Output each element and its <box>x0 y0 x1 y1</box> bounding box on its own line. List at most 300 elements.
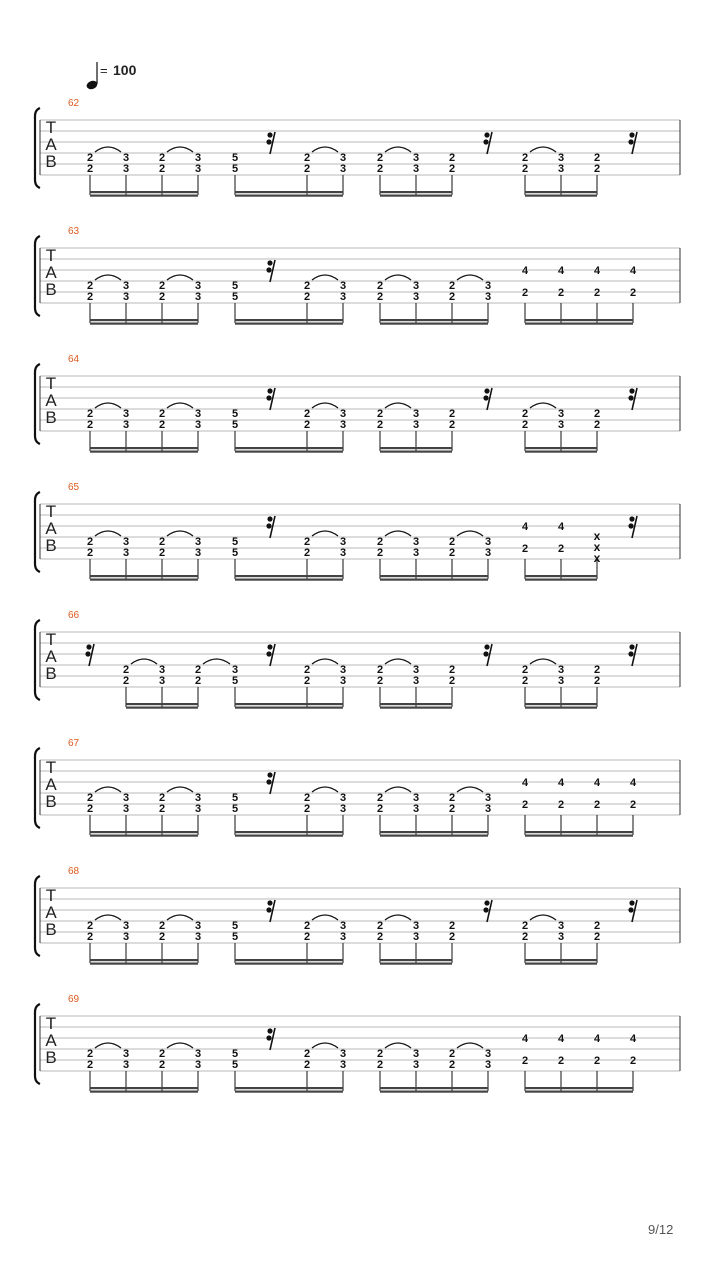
fret-number: 4 <box>629 1033 637 1045</box>
slur-arc <box>312 147 338 152</box>
fret-number: 2 <box>376 280 384 292</box>
fret-number: 3 <box>557 931 565 943</box>
fret-number: 2 <box>376 1048 384 1060</box>
sixteenth-rest-icon <box>266 772 275 794</box>
fret-number: 4 <box>521 1033 529 1045</box>
slur-arc <box>312 659 338 664</box>
sixteenth-rest-icon <box>628 132 637 154</box>
fret-number: 3 <box>194 1048 202 1060</box>
fret-number: 3 <box>194 920 202 932</box>
fret-number: 3 <box>339 792 347 804</box>
sixteenth-rest-icon <box>85 644 94 666</box>
slur-arc <box>312 787 338 792</box>
slur-arc <box>530 915 556 920</box>
system-bracket <box>35 364 40 444</box>
fret-number: 3 <box>557 920 565 932</box>
beam <box>235 959 343 961</box>
fret-number: 5 <box>231 408 239 420</box>
fret-number: 2 <box>303 536 311 548</box>
staff-system <box>35 98 680 197</box>
fret-number: 2 <box>86 291 94 303</box>
fret-number: 3 <box>339 163 347 175</box>
fret-number: 4 <box>557 265 565 277</box>
fret-number: 2 <box>557 1055 565 1067</box>
beam <box>90 963 198 965</box>
fret-number: 2 <box>376 419 384 431</box>
beam <box>90 835 198 837</box>
slur-arc <box>95 531 121 536</box>
sixteenth-rest-icon <box>483 644 492 666</box>
fret-number: 3 <box>339 920 347 932</box>
tab-clef-letter: B <box>45 280 57 299</box>
slur-arc <box>457 1043 483 1048</box>
fret-number: 2 <box>86 163 94 175</box>
slur-arc <box>385 403 411 408</box>
tab-clef-letter: A <box>45 519 57 538</box>
fret-number: 4 <box>521 777 529 789</box>
staff-system <box>35 610 680 709</box>
tab-clef-letter: B <box>45 536 57 555</box>
fret-number: 2 <box>629 1055 637 1067</box>
fret-number: 2 <box>448 1059 456 1071</box>
fret-number: 2 <box>521 1055 529 1067</box>
fret-number: 3 <box>412 664 420 676</box>
tab-clef-letter: B <box>45 920 57 939</box>
fret-number: 5 <box>231 931 239 943</box>
tempo-value: 100 <box>113 62 137 78</box>
beam <box>380 831 488 833</box>
tab-clef-letter: A <box>45 775 57 794</box>
fret-number: 2 <box>448 408 456 420</box>
beam <box>235 1087 343 1089</box>
fret-number: 3 <box>484 536 492 548</box>
fret-number: 3 <box>194 152 202 164</box>
fret-number: 3 <box>122 1048 130 1060</box>
fret-number: 3 <box>412 547 420 559</box>
fret-number: 2 <box>448 803 456 815</box>
fret-number: 2 <box>521 664 529 676</box>
beam <box>380 835 488 837</box>
fret-number: 2 <box>303 1048 311 1060</box>
fret-number: 2 <box>448 280 456 292</box>
beam <box>525 1091 633 1093</box>
fret-number: 2 <box>86 408 94 420</box>
measure-number: 65 <box>68 482 80 493</box>
beam <box>90 447 198 449</box>
fret-number: 3 <box>122 291 130 303</box>
sixteenth-rest-icon <box>628 388 637 410</box>
fret-number: 3 <box>339 931 347 943</box>
beam <box>235 451 343 453</box>
fret-number: 2 <box>593 664 601 676</box>
beam <box>235 323 343 325</box>
beam <box>525 959 597 961</box>
dead-note: x <box>593 529 601 543</box>
fret-number: 5 <box>231 547 239 559</box>
tab-clef-letter: B <box>45 408 57 427</box>
fret-number: 3 <box>194 408 202 420</box>
fret-number: 2 <box>448 536 456 548</box>
slur-arc <box>385 531 411 536</box>
fret-number: 2 <box>86 547 94 559</box>
beam <box>380 707 452 709</box>
fret-number: 3 <box>412 931 420 943</box>
sixteenth-rest-icon <box>266 260 275 282</box>
fret-number: 3 <box>158 664 166 676</box>
fret-number: 2 <box>521 408 529 420</box>
fret-number: 3 <box>412 280 420 292</box>
fret-number: 2 <box>303 280 311 292</box>
slur-arc <box>312 1043 338 1048</box>
fret-number: 5 <box>231 792 239 804</box>
beam <box>525 835 633 837</box>
fret-number: 3 <box>339 419 347 431</box>
tab-clef-letter: T <box>45 630 57 649</box>
beam <box>90 323 198 325</box>
fret-number: 2 <box>593 1055 601 1067</box>
fret-number: 3 <box>412 419 420 431</box>
beam <box>380 1091 488 1093</box>
measure-number: 62 <box>68 98 80 109</box>
fret-number: 2 <box>86 931 94 943</box>
beam <box>90 579 198 581</box>
slur-arc <box>203 659 230 664</box>
fret-number: 3 <box>194 547 202 559</box>
beam <box>380 959 452 961</box>
fret-number: 2 <box>593 675 601 687</box>
fret-number: 2 <box>521 931 529 943</box>
slur-arc <box>95 147 121 152</box>
fret-number: 3 <box>231 664 239 676</box>
measure-number: 63 <box>68 226 80 237</box>
fret-number: 3 <box>339 675 347 687</box>
fret-number: 2 <box>557 799 565 811</box>
tab-clef-letter: B <box>45 1048 57 1067</box>
fret-number: 4 <box>593 1033 601 1045</box>
fret-number: 4 <box>629 777 637 789</box>
fret-number: 2 <box>448 291 456 303</box>
tab-clef-letter: A <box>45 391 57 410</box>
fret-number: 5 <box>231 803 239 815</box>
beam <box>380 703 452 705</box>
sixteenth-rest-icon <box>266 388 275 410</box>
system-bracket <box>35 108 40 188</box>
slur-arc <box>385 1043 411 1048</box>
fret-number: 2 <box>376 1059 384 1071</box>
fret-number: 3 <box>339 291 347 303</box>
fret-number: 4 <box>557 521 565 533</box>
fret-number: 2 <box>86 280 94 292</box>
fret-number: 2 <box>158 152 166 164</box>
fret-number: 2 <box>194 664 202 676</box>
fret-number: 2 <box>448 419 456 431</box>
fret-number: 2 <box>158 280 166 292</box>
slur-arc <box>95 403 121 408</box>
fret-number: 2 <box>376 291 384 303</box>
fret-number: 2 <box>521 543 529 555</box>
fret-number: 3 <box>122 408 130 420</box>
tempo-marking <box>85 62 136 91</box>
beam <box>525 831 633 833</box>
measure-number: 69 <box>68 994 80 1005</box>
fret-number: 3 <box>484 1059 492 1071</box>
fret-number: 2 <box>303 419 311 431</box>
tab-clef-letter: T <box>45 1014 57 1033</box>
measure-number: 67 <box>68 738 80 749</box>
fret-number: 2 <box>86 1048 94 1060</box>
staff-system <box>35 738 680 837</box>
fret-number: 3 <box>412 1048 420 1060</box>
slur-arc <box>457 787 483 792</box>
fret-number: 2 <box>521 419 529 431</box>
fret-number: 5 <box>231 536 239 548</box>
fret-number: 3 <box>122 152 130 164</box>
fret-number: 2 <box>158 1048 166 1060</box>
slur-arc <box>385 787 411 792</box>
fret-number: 2 <box>557 543 565 555</box>
fret-number: 3 <box>484 803 492 815</box>
fret-number: 2 <box>86 920 94 932</box>
fret-number: 2 <box>158 291 166 303</box>
staff-system <box>35 994 680 1093</box>
fret-number: 3 <box>484 547 492 559</box>
fret-number: 2 <box>303 152 311 164</box>
fret-number: 3 <box>122 280 130 292</box>
beam <box>235 195 343 197</box>
fret-number: 2 <box>376 675 384 687</box>
fret-number: 3 <box>484 291 492 303</box>
fret-number: 2 <box>448 792 456 804</box>
fret-number: 4 <box>629 265 637 277</box>
fret-number: 3 <box>122 931 130 943</box>
fret-number: 3 <box>194 1059 202 1071</box>
fret-number: 3 <box>412 152 420 164</box>
fret-number: 3 <box>339 803 347 815</box>
fret-number: 3 <box>122 803 130 815</box>
fret-number: 3 <box>194 792 202 804</box>
fret-number: 2 <box>303 1059 311 1071</box>
beam <box>380 191 452 193</box>
beam <box>90 319 198 321</box>
fret-number: 2 <box>158 931 166 943</box>
beam <box>380 1087 488 1089</box>
fret-number: 2 <box>303 163 311 175</box>
staff-systems <box>35 98 680 1093</box>
beam <box>235 579 343 581</box>
slur-arc <box>312 531 338 536</box>
sixteenth-rest-icon <box>483 900 492 922</box>
fret-number: 2 <box>86 792 94 804</box>
beam <box>90 191 198 193</box>
system-bracket <box>35 492 40 572</box>
slur-arc <box>167 787 193 792</box>
fret-number: 2 <box>376 536 384 548</box>
tab-clef-letter: T <box>45 374 57 393</box>
tab-clef-letter: B <box>45 152 57 171</box>
fret-number: 3 <box>412 675 420 687</box>
system-bracket <box>35 236 40 316</box>
beam <box>525 319 633 321</box>
fret-number: 2 <box>521 799 529 811</box>
fret-number: 2 <box>376 152 384 164</box>
slur-arc <box>530 147 556 152</box>
fret-number: 2 <box>376 163 384 175</box>
fret-number: 3 <box>339 536 347 548</box>
fret-number: 3 <box>194 163 202 175</box>
fret-number: 2 <box>158 803 166 815</box>
fret-number: 2 <box>376 803 384 815</box>
fret-number: 2 <box>448 931 456 943</box>
fret-number: 2 <box>448 163 456 175</box>
sixteenth-rest-icon <box>266 644 275 666</box>
sixteenth-rest-icon <box>628 644 637 666</box>
fret-number: 2 <box>158 792 166 804</box>
fret-number: 2 <box>303 291 311 303</box>
slur-arc <box>312 403 338 408</box>
slur-arc <box>385 147 411 152</box>
beam <box>126 703 198 705</box>
fret-number: 2 <box>158 163 166 175</box>
fret-number: 2 <box>593 287 601 299</box>
beam <box>380 451 452 453</box>
slur-arc <box>95 787 121 792</box>
fret-number: 3 <box>194 291 202 303</box>
sixteenth-rest-icon <box>483 132 492 154</box>
slur-arc <box>95 275 121 280</box>
fret-number: 2 <box>557 287 565 299</box>
fret-number: 3 <box>122 920 130 932</box>
sixteenth-rest-icon <box>266 516 275 538</box>
beam <box>380 319 488 321</box>
fret-number: 2 <box>303 547 311 559</box>
fret-number: 2 <box>521 287 529 299</box>
fret-number: 3 <box>412 163 420 175</box>
slur-arc <box>385 275 411 280</box>
fret-number: 2 <box>629 287 637 299</box>
fret-number: 3 <box>194 536 202 548</box>
beam <box>380 323 488 325</box>
system-bracket <box>35 748 40 828</box>
fret-number: 2 <box>303 931 311 943</box>
fret-number: 5 <box>231 291 239 303</box>
fret-number: 2 <box>593 920 601 932</box>
fret-number: 2 <box>86 419 94 431</box>
beam <box>380 447 452 449</box>
dead-note: x <box>593 551 601 565</box>
fret-number: 2 <box>158 419 166 431</box>
fret-number: 2 <box>376 408 384 420</box>
fret-number: 5 <box>231 920 239 932</box>
staff-system <box>35 866 680 965</box>
fret-number: 4 <box>521 521 529 533</box>
fret-number: 2 <box>303 664 311 676</box>
fret-number: 3 <box>412 1059 420 1071</box>
fret-number: 5 <box>231 163 239 175</box>
beam <box>235 963 343 965</box>
fret-number: 2 <box>376 931 384 943</box>
fret-number: 3 <box>339 547 347 559</box>
fret-number: 3 <box>122 547 130 559</box>
beam <box>235 319 343 321</box>
system-bracket <box>35 1004 40 1084</box>
system-bracket <box>35 620 40 700</box>
fret-number: 5 <box>231 1048 239 1060</box>
fret-number: 2 <box>303 792 311 804</box>
slur-arc <box>167 531 193 536</box>
tab-clef-letter: T <box>45 246 57 265</box>
measure-number: 64 <box>68 354 80 365</box>
beam <box>90 451 198 453</box>
tab-clef-letter: B <box>45 664 57 683</box>
beam <box>380 575 488 577</box>
fret-number: 2 <box>521 163 529 175</box>
fret-number: 2 <box>86 803 94 815</box>
beam <box>525 191 597 193</box>
fret-number: 4 <box>593 265 601 277</box>
fret-number: 3 <box>557 419 565 431</box>
fret-number: 5 <box>231 152 239 164</box>
beam <box>235 831 343 833</box>
fret-number: 2 <box>86 1059 94 1071</box>
tab-clef-letter: T <box>45 118 57 137</box>
fret-number: 2 <box>629 799 637 811</box>
fret-number: 3 <box>339 1059 347 1071</box>
fret-number: 2 <box>448 1048 456 1060</box>
fret-number: 2 <box>303 920 311 932</box>
fret-number: 3 <box>412 291 420 303</box>
fret-number: 2 <box>86 536 94 548</box>
fret-number: 3 <box>484 280 492 292</box>
staff-system <box>35 354 680 453</box>
beam <box>90 959 198 961</box>
fret-number: 2 <box>593 163 601 175</box>
fret-number: 2 <box>448 152 456 164</box>
fret-number: 2 <box>158 1059 166 1071</box>
beam <box>525 323 633 325</box>
beam <box>525 447 597 449</box>
beam <box>525 575 597 577</box>
fret-number: 3 <box>412 920 420 932</box>
fret-number: 2 <box>521 920 529 932</box>
beam <box>235 447 343 449</box>
beam <box>525 707 597 709</box>
beam <box>380 963 452 965</box>
slur-arc <box>457 531 483 536</box>
fret-number: 3 <box>122 163 130 175</box>
fret-number: 2 <box>158 920 166 932</box>
fret-number: 3 <box>557 152 565 164</box>
fret-number: 2 <box>521 152 529 164</box>
slur-arc <box>167 147 193 152</box>
fret-number: 2 <box>593 931 601 943</box>
fret-number: 4 <box>521 265 529 277</box>
fret-number: 2 <box>303 408 311 420</box>
beam <box>525 703 597 705</box>
beam <box>525 579 597 581</box>
sixteenth-rest-icon <box>266 900 275 922</box>
fret-number: 3 <box>194 931 202 943</box>
tab-clef-letter: A <box>45 263 57 282</box>
tab-clef-letter: T <box>45 758 57 777</box>
fret-number: 2 <box>303 675 311 687</box>
beam <box>525 1087 633 1089</box>
tab-clef-letter: T <box>45 886 57 905</box>
fret-number: 3 <box>339 152 347 164</box>
beam <box>90 1091 198 1093</box>
fret-number: 3 <box>122 419 130 431</box>
fret-number: 3 <box>484 792 492 804</box>
staff-system <box>35 226 680 325</box>
